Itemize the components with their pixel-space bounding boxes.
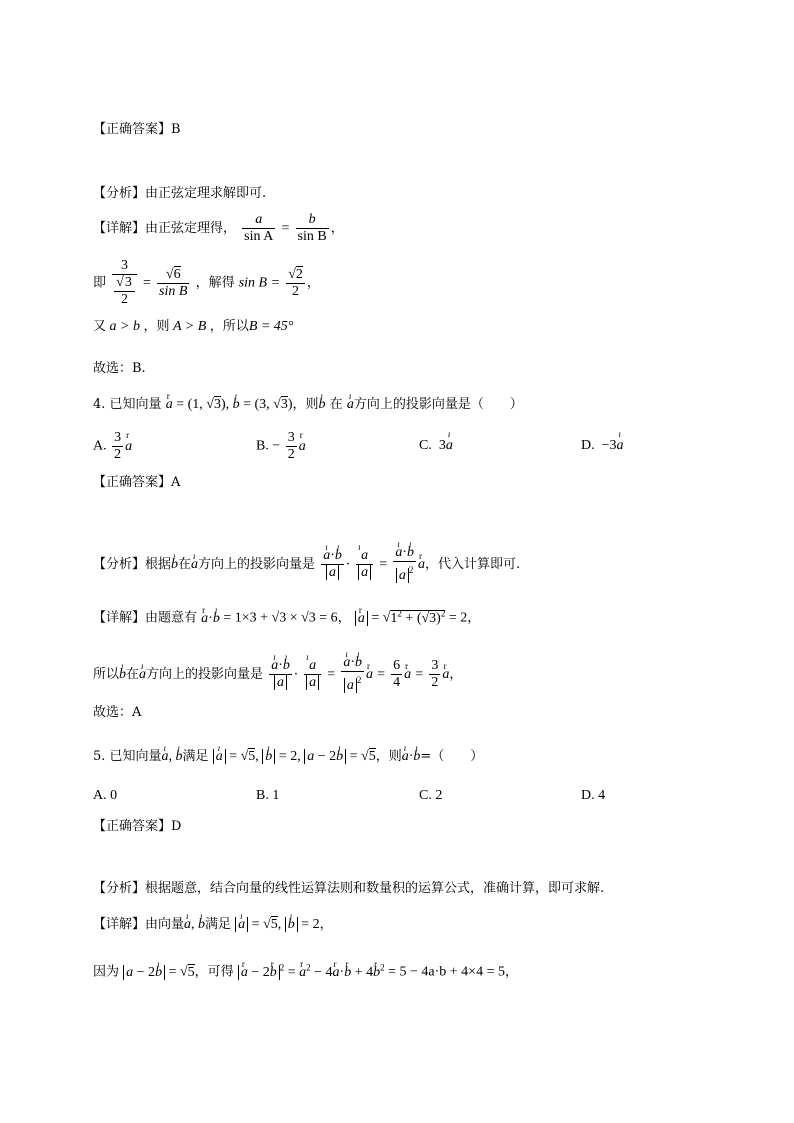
q3-answer: 【正确答案】B bbox=[93, 122, 181, 137]
q4-conclusion: 故选：A bbox=[93, 705, 142, 720]
law-of-sines-right: $\frac{b}{\text{sin B}}$ bbox=[297, 212, 327, 244]
q3-detail: 【详解】由正弦定理得， $\frac{a}{\text{sin A}}$ = $\frac{b}{\text{sin B}}$ ， bbox=[93, 212, 344, 244]
q5-detail: 【详解】由向量ı a, ı b满足 ı a = √5, ı b = 2， bbox=[93, 916, 333, 934]
q3-analysis: 【分析】由正弦定理求解即可. bbox=[93, 186, 267, 201]
q4-option-a: A. $\frac{3}{2}$ r a bbox=[93, 430, 132, 463]
q5-stem: 5. 已知向量ı a, ı b满足 ı a = √5, ı b = 2, a − 2ı b = √5，则ı a·ı b=（ ） bbox=[93, 748, 483, 766]
q4-option-d: D. −3ı a bbox=[581, 438, 624, 454]
q3-step3: 又 a > b ，则 A > B ，所以B = 45° bbox=[93, 319, 294, 334]
q5-step2: 因为 a − 2ı b = √5，可得 r a − 2r b $^2$ = r $a^2 - 4r$ a·r b + 4r $b^2 = 5 - 4a\cdot b + 4\times 4 = 5$， bbox=[93, 958, 518, 982]
q3-step2: 即 $\frac{3}{\frac{√3}{2}}$ = $\frac{√6}{\text{sin B}}$ ，解得 sin B = $\frac{√2}{2}$ ， bbox=[93, 258, 320, 307]
q5-answer: 【正确答案】D bbox=[93, 819, 182, 834]
q4-detail: 【详解】由题意有 r a·ı b = 1×3 + √3 × √3 = 6， r $a = √1^2 + (√3)^2 = 2$， bbox=[93, 604, 480, 628]
q3-detail-prefix: 【详解】由正弦定理得， bbox=[93, 221, 237, 236]
q5-option-a: A. 0 bbox=[93, 788, 118, 803]
q4-step2: 所以ı b在ı a方向上的投影向量是 ı $\frac{\text{a·ı b}}{a}$ · ı $\frac{a}{a}$ = ı $\frac{\text{a·ı b}}{a ^2}$ r a = $\frac{6}{4}$ r a = $\frac{3}{2}$ r a， bbox=[93, 655, 462, 694]
q3-frac-sqrt6: $\frac{√6}{\text{sin B}}$ bbox=[159, 266, 188, 299]
q5-analysis: 【分析】根据题意，结合向量的线性运算法则和数量积的运算公式，准确计算，即可求解. bbox=[93, 881, 605, 896]
q5-option-d: D. 4 bbox=[581, 788, 606, 803]
q4-analysis: 【分析】根据ı b在ı a方向上的投影向量是 ı $\frac{\text{a·ı b}}{a}$ · ı $\frac{a}{a}$ = ı $\frac{\text{a·ı b}}{a ^2}$ r a，代入计算即可. bbox=[93, 545, 520, 584]
q3-conclusion: 故选：B. bbox=[93, 361, 146, 376]
q3-frac-sqrt2-over-2: $\frac{√2}{2}$ bbox=[288, 266, 303, 299]
q5-option-c: C. 2 bbox=[419, 788, 443, 803]
q4-option-b: B. − $\frac{3}{2}$ r a bbox=[256, 430, 306, 463]
q3-frac-3-over-sqrt3: $\frac{3}{\frac{√3}{2}}$ bbox=[112, 258, 137, 308]
q5-option-b: B. 1 bbox=[256, 788, 280, 803]
law-of-sines-left: $\frac{a}{\text{sin A}}$ bbox=[244, 212, 274, 244]
q4-answer: 【正确答案】A bbox=[93, 475, 181, 490]
q4-option-c: C. 3ı a bbox=[419, 438, 453, 454]
q4-stem: 4. 已知向量 r a = (1, √3), ı b = (3, √3)，则ı b 在 ı a方向上的投影向量是（ ） bbox=[93, 396, 523, 414]
